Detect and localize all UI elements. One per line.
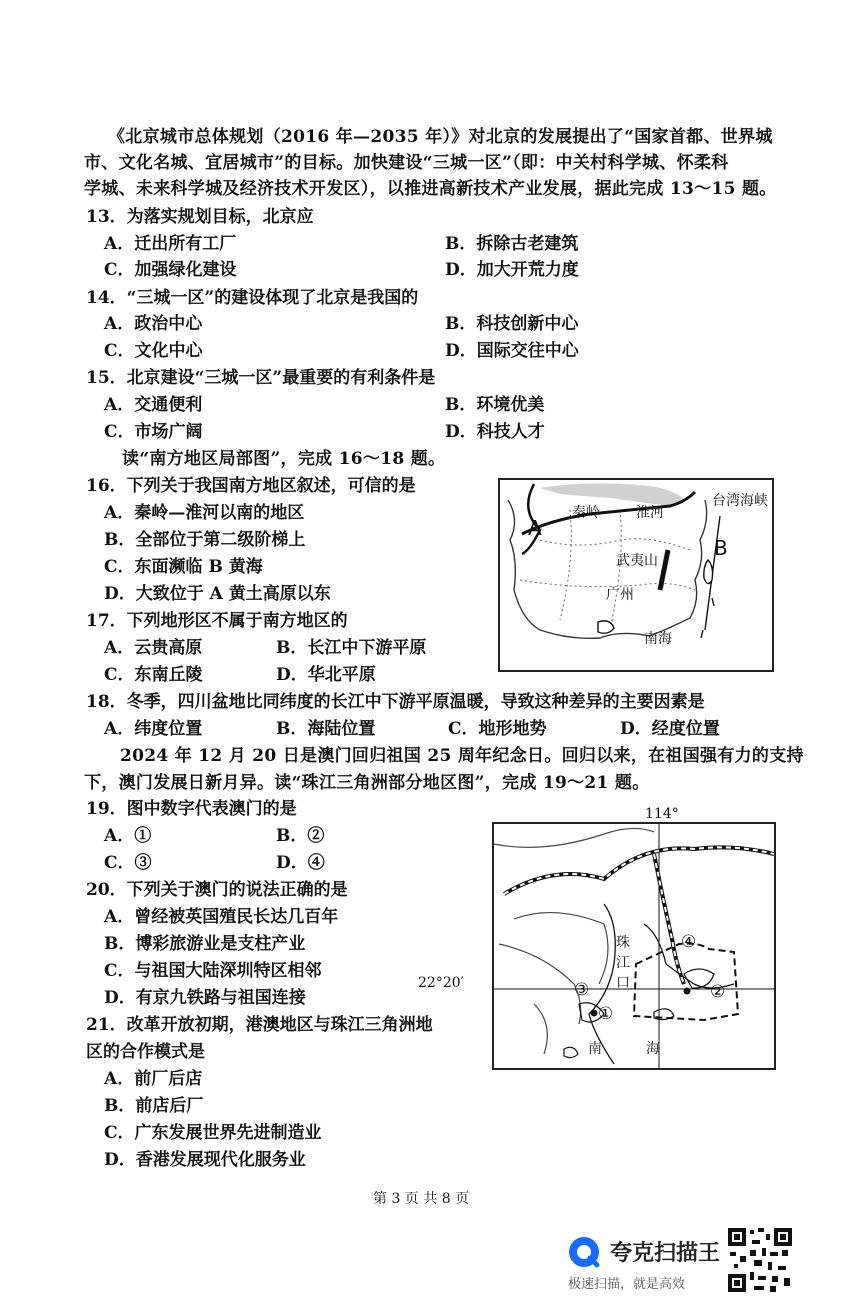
- q15-option-b: B．环境优美: [445, 395, 545, 415]
- q14-option-a: A．政治中心: [104, 314, 203, 334]
- question-13: 13．为落实规划目标，北京应: [86, 207, 314, 227]
- question-21-line-1: 21．改革开放初期，港澳地区与珠江三角洲地: [86, 1015, 433, 1035]
- q13-option-b: B．拆除古老建筑: [445, 234, 579, 254]
- q16-option-c: C．东面濒临 B 黄海: [104, 557, 263, 577]
- q17-option-a: A．云贵高原: [104, 638, 203, 658]
- q20-option-d: D．有京九铁路与祖国连接: [104, 988, 306, 1008]
- q17-option-b: B．长江中下游平原: [276, 638, 427, 658]
- intro-line-3: 学城、未来科学城及经济技术开发区），以推进高新技术产业发展，据此完成 13～15 题。: [84, 179, 777, 199]
- q19-option-a: A．①: [104, 826, 152, 846]
- intro-3-line-2: 下，澳门发展日新月异。读“珠江三角洲部分地区图”，完成 19～21 题。: [84, 773, 650, 793]
- q14-option-d: D．国际交往中心: [445, 341, 579, 361]
- map2-label-jiang: 江: [616, 955, 630, 971]
- question-19: 19．图中数字代表澳门的是: [86, 799, 297, 819]
- intro-2: 读“南方地区局部图”，完成 16～18 题。: [122, 449, 446, 469]
- q21-option-d: D．香港发展现代化服务业: [104, 1150, 306, 1170]
- qr-code-icon: [726, 1226, 794, 1294]
- q13-option-a: A．迁出所有工厂: [104, 234, 237, 254]
- q20-option-a: A．曾经被英国殖民长达几百年: [104, 907, 339, 927]
- brand-name: 夸克扫描王: [610, 1241, 721, 1266]
- question-16: 16．下列关于我国南方地区叙述，可信的是: [86, 476, 416, 496]
- map1-label-nanhai: 南海: [644, 631, 672, 647]
- question-14: 14．“三城一区”的建设体现了北京是我国的: [86, 288, 419, 308]
- intro-line-2: 市、文化名城、宜居城市”的目标。加快建设“三城一区”（即：中关村科学城、怀柔科: [84, 153, 729, 173]
- intro-3-line-1: 2024 年 12 月 20 日是澳门回归祖国 25 周年纪念日。回归以来，在祖国强有力的支持: [120, 746, 804, 766]
- map1-label-qinling: 秦岭: [572, 505, 600, 521]
- q20-option-c: C．与祖国大陆深圳特区相邻: [104, 961, 322, 981]
- map1-label-guangzhou: 广州: [606, 587, 634, 603]
- q16-option-d: D．大致位于 A 黄土高原以东: [104, 584, 331, 604]
- map2-label-nan: 南: [588, 1041, 602, 1057]
- question-20: 20．下列关于澳门的说法正确的是: [86, 880, 348, 900]
- q21-option-a: A．前厂后店: [104, 1069, 203, 1089]
- q21-option-c: C．广东发展世界先进制造业: [104, 1123, 322, 1143]
- page-number: 第 3 页 共 8 页: [373, 1191, 470, 1207]
- map2-number-4: ④: [681, 932, 697, 952]
- q17-option-d: D．华北平原: [276, 665, 376, 685]
- question-17: 17．下列地形区不属于南方地区的: [86, 611, 348, 631]
- question-18: 18．冬季，四川盆地比同纬度的长江中下游平原温暖，导致这种差异的主要因素是: [86, 692, 705, 712]
- q16-option-a: A．秦岭—淮河以南的地区: [104, 503, 305, 523]
- q16-option-b: B．全部位于第二级阶梯上: [104, 530, 306, 550]
- map1-label-huaihe: 淮河: [636, 505, 664, 521]
- map2-number-2: ②: [710, 982, 726, 1002]
- q21-option-b: B．前店后厂: [104, 1096, 204, 1116]
- q15-option-c: C．市场广阔: [104, 422, 203, 442]
- map2-label-kou: 口: [616, 975, 630, 991]
- q18-option-c: C．地形地势: [448, 719, 547, 739]
- question-21-line-2: 区的合作模式是: [86, 1042, 205, 1062]
- q13-option-d: D．加大开荒力度: [445, 260, 579, 280]
- pearl-river-delta-map-graphic: [494, 824, 774, 1068]
- q18-option-b: B．海陆位置: [276, 719, 376, 739]
- map2-label-zhu: 珠: [616, 935, 630, 951]
- map1-label-taiwan-strait: 台湾海峡: [712, 493, 768, 509]
- q20-option-b: B．博彩旅游业是支柱产业: [104, 934, 306, 954]
- q14-option-b: B．科技创新中心: [445, 314, 579, 334]
- map2-number-1: ①: [598, 1004, 614, 1024]
- map2-latitude-label: 22°20′: [418, 975, 464, 991]
- quark-logo-icon: [566, 1234, 602, 1270]
- q19-option-b: B．②: [276, 826, 325, 846]
- q17-option-c: C．东南丘陵: [104, 665, 203, 685]
- q13-option-c: C．加强绿化建设: [104, 260, 237, 280]
- map1-label-b: B: [714, 536, 728, 560]
- q15-option-a: A．交通便利: [104, 395, 203, 415]
- intro-line-1: 《北京城市总体规划（2016 年—2035 年）》对北京的发展提出了“国家首都、世界城: [108, 127, 773, 147]
- q18-option-a: A．纬度位置: [104, 719, 203, 739]
- q15-option-d: D．科技人才: [445, 422, 545, 442]
- q14-option-c: C．文化中心: [104, 341, 203, 361]
- map2-number-3: ③: [574, 980, 590, 1000]
- brand-slogan: 极速扫描，就是高效: [568, 1277, 686, 1292]
- map2-label-hai: 海: [646, 1041, 660, 1057]
- map1-label-a: A: [528, 516, 542, 540]
- pearl-river-delta-map: [492, 822, 776, 1070]
- q19-option-d: D．④: [276, 853, 325, 873]
- map1-label-wuyishan: 武夷山: [616, 553, 658, 569]
- map2-longitude-label: 114°: [645, 806, 679, 822]
- south-region-map: [498, 478, 774, 672]
- q18-option-d: D．经度位置: [620, 719, 720, 739]
- question-15: 15．北京建设“三城一区”最重要的有利条件是: [86, 368, 436, 388]
- q19-option-c: C．③: [104, 853, 152, 873]
